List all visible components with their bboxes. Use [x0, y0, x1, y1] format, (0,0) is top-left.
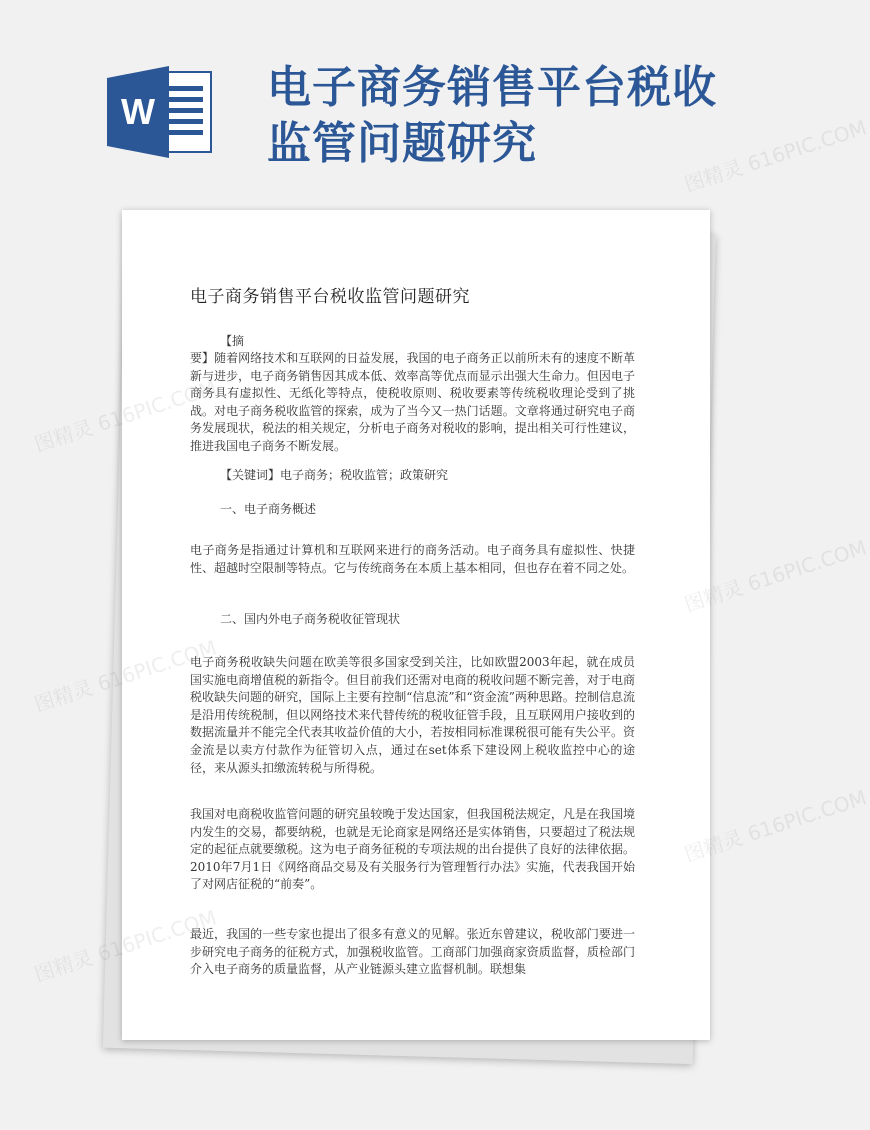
section-2-paragraph-1: 电子商务税收缺失问题在欧美等很多国家受到关注，比如欧盟2003年起，就在成员国实施电商增值税的新指令。但目前我们还需对电商的税收问题不断完善，对于电商税收缺失问题的研究，国际上主要有控制“信息流”和“资金流”两种思路。控制信息流是沿用传统税制，但以网络技术来代替传统的税收征管手段，且互联网用户接收到的数据流量并不能完全代表其收益价值的大小，若按相同标准课税很可能有失公平。资金流是以卖方付款作为征管切入点，通过在set体系下建设网上税收监控中心的途径，来从源头扣缴流转税与所得税。 [190, 655, 635, 775]
watermark: 图精灵 616PIC.COM [681, 115, 870, 197]
section-2-heading: 二、国内外电子商务税收征管现状 [220, 612, 401, 626]
section-1-heading: 一、电子商务概述 [220, 502, 317, 516]
watermark: 图精灵 [31, 415, 96, 457]
section-2-paragraph-3: 最近，我国的一些专家也提出了很多有意义的见解。张近东曾建议，税收部门要进一步研究电子商务的征税方式，加强税收监管。工商部门加强商家资质监督，质检部门介入电子商务的质量监督，从产业链源头建立监督机制。联想集 [190, 927, 635, 977]
header [0, 0, 800, 200]
section-1-paragraph: 电子商务是指通过计算机和互联网来进行的商务活动。电子商务具有虚拟性、快捷性、超越时空限制等特点。它与传统商务在本质上基本相同，但也存在着不同之处。 [190, 543, 635, 575]
page-title-line-1: 电子商务销售平台税收 [267, 62, 717, 113]
page-title-line-2: 监管问题研究 [267, 118, 537, 169]
watermark: 图精灵 [31, 945, 96, 987]
document-title: 电子商务销售平台税收监管问题研究 [190, 287, 470, 307]
abstract-paragraph: 要】随着网络技术和互联网的日益发展，我国的电子商务正以前所未有的速度不断革新与进步，电子商务销售因其成本低、效率高等优点而显示出强大生命力。但因电子商务具有虚拟性、无纸化等特点，使税收原则、税收要素等传统税收理论受到了挑战。对电子商务税收监管的探索，成为了当今又一热门话题。文章将通过研究电子商务发展现状，税法的相关规定，分析电子商务对税收的影响，提出相关可行性建议，推进我国电子商务不断发展。 [190, 351, 635, 453]
document-page[interactable] [122, 210, 710, 1040]
keywords-line: 【关键词】电子商务；税收监管；政策研究 [220, 468, 449, 482]
page-title [267, 60, 787, 172]
word-document-icon [107, 66, 217, 158]
watermark: 图精灵 616PIC.COM [681, 535, 870, 617]
watermark: 图精灵 616PIC.COM [681, 785, 870, 867]
word-icon-letter: W [121, 91, 155, 132]
watermark: 图精灵 [31, 675, 96, 717]
abstract-label: 【摘 [220, 334, 245, 348]
section-2-paragraph-2: 我国对电商税收监管问题的研究虽较晚于发达国家，但我国税法规定，凡是在我国境内发生的交易，都要纳税，也就是无论商家是网络还是实体销售，只要超过了税法规定的起征点就要缴税。这为电子商务征税的专项法规的出台提供了良好的法律依据。2010年7月1日《网络商品交易及有关服务行为管理暂行办法》实施，代表我国开始了对网店征税的“前奏”。 [190, 807, 635, 892]
